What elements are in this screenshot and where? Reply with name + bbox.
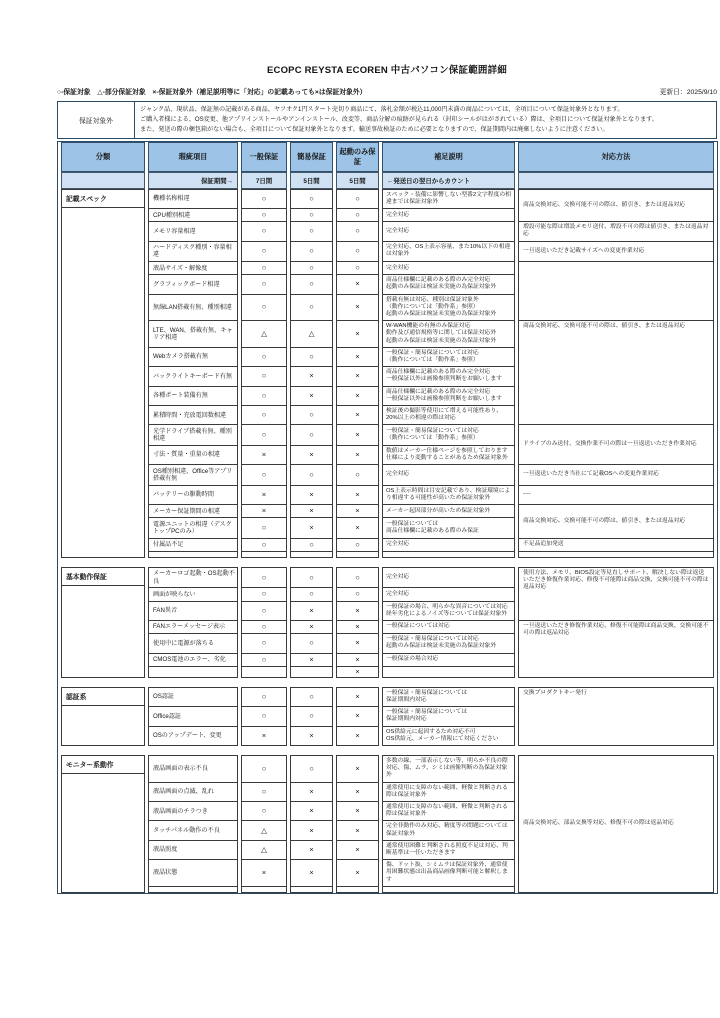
defect-item-cell: FANエラーメッセージ表示 [148,621,238,634]
note-cell: 搭載有無は対応、種別は保証対象外 （動作については「動作系」参照） 起動のみ保証は検証未実施の為保証対象外 [382,295,515,322]
defect-item-cell: CMOS電池のエラー、劣化 [148,654,238,667]
simple-warranty-cell: ○ [290,209,333,222]
note-cell: 商品仕様欄に記載のある際のみ完全対応 一般保証以外は画像参照判断をお願いします [382,367,515,386]
note-cell: メーカー起因部分が高いため保証対象外 [382,505,515,518]
method-cell: 商品交換対応、交換可能不可の際は、値引き、または返品対応 [518,321,714,425]
note-cell [382,667,515,678]
defect-item-cell [148,887,238,893]
defect-item-cell: 光学ドライブ搭載有無、種別相違 [148,425,238,445]
exclusion-line: ご購入者様による、OS変更、他アプリインストールやアンインストール、改変等、商品分解の痕跡が見られる（封印シールがはがされている）際は、全項目について保証対象外となります。 [140,115,658,123]
general-warranty-cell: ○ [241,802,287,821]
note-cell: 一般保証・簡易保証については対応 （動作については「動作系」参照） [382,425,515,445]
note-cell: 通常使用困難と判断される照度不足は対応、判断基準は一任いただきます [382,841,515,860]
boot-warranty-cell: × [336,621,379,634]
subheader-category-cell [61,172,145,189]
note-cell: 完全対応、OS上表示容量、また10%以下の相違は対象外 [382,242,515,262]
table-row [61,321,714,348]
method-cell: 使用方法、メモリ、BIOS設定等見直しサポート、解決しない際は返送いただき修復作業対応、修復不可能際は商品交換、交換可能不可の際は返品対応 [518,567,714,621]
simple-warranty-cell: × [290,602,333,621]
general-warranty-cell: ○ [241,222,287,241]
note-cell: W-WAN機能の有無のみ保証対応 動作及び通信規格等に関しては保証対応外 起動のみ保証は検証未実施の為保証対象外 [382,321,515,348]
simple-warranty-cell: ○ [290,242,333,262]
simple-warranty-cell: ○ [290,406,333,425]
simple-warranty-cell: ○ [290,687,333,707]
general-warranty-cell: ○ [241,465,287,485]
defect-item-cell: バックライトキーボード有無 [148,367,238,386]
simple-warranty-cell: × [290,727,333,746]
simple-warranty-cell: ○ [290,348,333,367]
boot-warranty-cell: ○ [336,242,379,262]
meta-row [57,86,717,96]
updated-date: 更新日：2025/9/10 [659,89,717,96]
column-header-category-cell: 分類 [61,142,145,172]
defect-item-cell: OSのアップデート、変更 [148,727,238,746]
note-cell: 完全対応 [382,465,515,485]
defect-item-cell: Webカメラ搭載有無 [148,348,238,367]
general-warranty-cell: × [241,446,287,465]
simple-warranty-cell: × [290,486,333,505]
defect-item-cell: メーカー保証期間の相違 [148,505,238,518]
boot-warranty-cell: × [336,446,379,465]
simple-warranty-cell: ○ [290,189,333,209]
subheader-defect-item-cell: 保証期間→ [148,172,238,189]
simple-warranty-cell: ○ [290,707,333,726]
column-header-method-cell: 対応方法 [518,142,714,172]
general-warranty-cell: ○ [241,425,287,445]
note-cell: スペック・装備に影響しない型番2文字程度の相違までは保証対象外 [382,189,515,209]
note-cell: 一般保証の場合、明らかな異音については対応 経年劣化によるノイズ等については保証対象外 [382,602,515,621]
simple-warranty-cell: ○ [290,262,333,275]
category-label: 記載スペック [62,190,144,208]
boot-warranty-cell: × [336,505,379,518]
method-cell [518,262,714,321]
simple-warranty-cell: ○ [290,588,333,601]
subheader-note-cell: ←発送日の翌日からカウント [382,172,515,189]
simple-warranty-cell: × [290,783,333,802]
general-warranty-cell: ○ [241,209,287,222]
note-cell: 完全対応 [382,222,515,241]
boot-warranty-cell: × [336,841,379,860]
category-cell [61,189,145,558]
boot-warranty-cell: ○ [336,539,379,552]
method-cell: 商品交換対応、交換可能不可の際は、値引き、または返品対応 [518,505,714,539]
note-cell: 一般保証・簡易保証については 保証期間内対応 [382,707,515,726]
simple-warranty-cell: × [290,518,333,538]
defect-item-cell: 液晶画面の点滅、乱れ [148,783,238,802]
note-cell: 完全対応 [382,262,515,275]
note-cell: 完全非動作のみ対応、精度等の問題については保証対象外 [382,821,515,840]
defect-item-cell: 機種名称相違 [148,189,238,209]
simple-warranty-cell: ○ [290,539,333,552]
general-warranty-cell: ○ [241,783,287,802]
simple-warranty-cell: ○ [290,567,333,588]
note-cell: 一般保証については対応 [382,621,515,634]
boot-warranty-cell: ○ [336,588,379,601]
defect-item-cell: メーカーロゴ起動・OS起動不良 [148,567,238,588]
subheader-row [61,172,714,189]
note-cell: 一般保証については 商品仕様欄に記載のある際のみ保証 [382,518,515,538]
general-warranty-cell: △ [241,821,287,840]
general-warranty-cell: ○ [241,539,287,552]
general-warranty-cell: ○ [241,189,287,209]
general-warranty-cell: ○ [241,518,287,538]
method-cell: 増設可能な際は増設メモリ送付、増設不可の際は値引き、または返品対応 [518,222,714,241]
column-header-general-warranty-cell: 一般保証 [241,142,287,172]
defect-item-cell: 付属品不足 [148,539,238,552]
boot-warranty-cell: × [336,755,379,783]
simple-warranty-cell: ○ [290,465,333,485]
defect-item-cell [148,667,238,678]
table-row [61,755,714,783]
general-warranty-cell: ○ [241,262,287,275]
exclusion-box [57,101,717,139]
general-warranty-cell: ○ [241,387,287,406]
boot-warranty-cell: × [336,518,379,538]
table-row [61,465,714,485]
general-warranty-cell: ○ [241,275,287,294]
defect-item-cell: 無線LAN搭載有無、種別相違 [148,295,238,322]
method-cell: 交換プロダクトキー発行 [518,687,714,746]
defect-item-cell: 液晶画面の表示不良 [148,755,238,783]
boot-warranty-cell: × [336,821,379,840]
defect-item-cell: 液晶状態 [148,860,238,887]
note-cell: 検証後の撮影等使用にて増える可能性あり、20%以上の相違の際は対応 [382,406,515,425]
defect-item-cell: 液晶照度 [148,841,238,860]
simple-warranty-cell: ○ [290,222,333,241]
simple-warranty-cell: ○ [290,425,333,445]
simple-warranty-cell: × [290,446,333,465]
general-warranty-cell: ○ [241,707,287,726]
simple-warranty-cell: × [290,860,333,887]
note-cell: 通常使用に支障のない範囲、軽微と判断される際は保証対象外 [382,802,515,821]
note-cell [382,887,515,893]
general-warranty-cell: × [241,505,287,518]
note-cell: 傷、ドット抜、シミムラは保証対象外、通常使用困難状態は出品商品画像判断可能と解釈します [382,860,515,887]
table-row [61,539,714,552]
simple-warranty-cell [290,667,333,678]
column-header-defect-item-cell: 瑕疵項目 [148,142,238,172]
exclusion-line: また、発送の際の梱包箱がない場合も、全項目について保証対象外となります。輸送事故検証のために必要となりますので、保証期間内は廃棄しないように注意ください。 [140,125,609,133]
note-cell: 商品仕様欄に記載のある際のみ完全対応 一般保証以外は画像参照判断をお願いします [382,387,515,406]
general-warranty-cell: ○ [241,295,287,322]
general-warranty-cell: ○ [241,406,287,425]
category-group [61,567,714,678]
method-cell: ドライブのみ送付、交換作業不可の際は一旦返送いただき作業対応 [518,425,714,465]
boot-warranty-cell: × [336,667,379,678]
boot-warranty-cell: × [336,707,379,726]
boot-warranty-cell: × [336,406,379,425]
general-warranty-cell: × [241,860,287,887]
boot-warranty-cell: × [336,295,379,322]
category-group [61,755,714,893]
general-warranty-cell: ○ [241,602,287,621]
general-warranty-cell [241,887,287,893]
table-row [61,621,714,634]
note-cell: 完全対応 [382,567,515,588]
simple-warranty-cell: △ [290,321,333,348]
page-title: ECOPC REYSTA ECOREN 中古パソコン保証範囲詳細 [266,65,508,76]
subheader-general-warranty-cell: 7日間 [241,172,287,189]
note-cell: 一般保証・簡易保証については対応 起動のみ保証は検証未実施の為保証対象外 [382,634,515,653]
boot-warranty-cell: × [336,387,379,406]
simple-warranty-cell: × [290,802,333,821]
category-group [61,189,714,558]
table-row [61,567,714,588]
note-cell: 完全対応 [382,539,515,552]
boot-warranty-cell: × [336,348,379,367]
method-cell: ---- [518,486,714,505]
defect-item-cell: バッテリーの駆動時間 [148,486,238,505]
boot-warranty-cell: × [336,425,379,445]
boot-warranty-cell: × [336,486,379,505]
method-cell: 一旦返送いただき記載サイズへの変更作業対応 [518,242,714,262]
column-header-boot-warranty-cell: 起動のみ保証 [336,142,379,172]
spacer-row [61,746,714,755]
defect-item-cell: タッチパネル動作の不良 [148,821,238,840]
method-cell: 商品交換対応、交換可能不可の際は、値引き、または返品対応 [518,189,714,223]
category-label: 基本動作保証 [62,568,144,586]
table-row [61,687,714,707]
boot-warranty-cell: × [336,860,379,887]
defect-item-cell: OS認証 [148,687,238,707]
simple-warranty-cell: × [290,387,333,406]
note-cell: OS供給元に起因するため対応不可 OS供給元、メーカー情報にて対応ください [382,727,515,746]
note-cell: 多数の線、一部表示しない等、明らか不良の際対応、傷、ムラ、シミは画像判断の為保証対象外 [382,755,515,783]
defect-item-cell: 各種ポート装備有無 [148,387,238,406]
table-row [61,425,714,445]
boot-warranty-cell: × [336,727,379,746]
boot-warranty-cell: ○ [336,209,379,222]
method-cell: 一旦返送いただき当社にて記載OSへの変更作業対応 [518,465,714,485]
general-warranty-cell: ○ [241,348,287,367]
table-row [61,486,714,505]
document-content [57,62,717,894]
simple-warranty-cell: × [290,367,333,386]
general-warranty-cell: × [241,486,287,505]
boot-warranty-cell: × [336,367,379,386]
general-warranty-cell: ○ [241,621,287,634]
boot-warranty-cell: × [336,687,379,707]
category-label: モニター系動作 [62,756,144,774]
general-warranty-cell: ○ [241,755,287,783]
defect-item-cell: CPU種別相違 [148,209,238,222]
boot-warranty-cell: × [336,275,379,294]
subheader-method-cell [518,172,714,189]
general-warranty-cell: × [241,727,287,746]
defect-item-cell: ハードディスク種別・容量相違 [148,242,238,262]
defect-item-cell: 電源ユニットの相違（デスクトップPCのみ） [148,518,238,538]
boot-warranty-cell: × [336,321,379,348]
general-warranty-cell: △ [241,841,287,860]
exclusion-line: ジャンク品、現状品、保証無の記載がある商品、ヤフオク1円スタート売切り商品にて、落札金額が税込11,000円未満の商品については、全項目について保証対象外となります。 [140,105,624,113]
category-group [61,687,714,746]
method-cell: 商品交換対応、部品交換等対応、修復不可の際は返品対応 [518,755,714,893]
simple-warranty-cell: × [290,505,333,518]
category-cell [61,687,145,746]
note-cell: 一般保証・簡易保証については 保証期間内対応 [382,687,515,707]
general-warranty-cell: ○ [241,567,287,588]
note-cell: 完全対応 [382,209,515,222]
note-cell: 通常使用に支障のない範囲、軽微と判断される際は保証対象外 [382,783,515,802]
defect-item-cell: グラフィックボード相違 [148,275,238,294]
boot-warranty-cell: ○ [336,189,379,209]
note-cell: 完全対応 [382,588,515,601]
simple-warranty-cell [290,887,333,893]
category-cell [61,567,145,678]
header-row [61,142,714,172]
boot-warranty-cell: × [336,634,379,653]
exclusion-label: 保証対象外 [58,102,135,138]
defect-item-cell: LTE、WAN、搭載有無、キャリア相違 [148,321,238,348]
boot-warranty-cell: × [336,602,379,621]
general-warranty-cell: ○ [241,367,287,386]
boot-warranty-cell: ○ [336,262,379,275]
exclusion-text [135,102,716,138]
symbol-legend: ○-保証対象 △-部分保証対象 ×-保証対象外（補足説明等に「対応」の記載あっても×は保証対象外） [57,89,367,96]
general-warranty-cell: ○ [241,242,287,262]
category-cell [61,755,145,893]
simple-warranty-cell: ○ [290,295,333,322]
general-warranty-cell: △ [241,321,287,348]
simple-warranty-cell: × [290,621,333,634]
note-cell: 商品仕様欄に記載のある際のみ完全対応 起動のみ保証は検証未実施の為保証対象外 [382,275,515,294]
defect-item-cell: OS種別相違、Office等アプリ搭載有無 [148,465,238,485]
method-cell: 一旦返送いただき修復作業対応、修復不可能際は商品交換、交換可能不可の際は返品対応 [518,621,714,678]
table-row [61,505,714,518]
spacer-row [61,678,714,687]
subheader-boot-warranty-cell: 5日間 [336,172,379,189]
defect-item-cell: 寸法・質量・重量の相違 [148,446,238,465]
subheader-simple-warranty-cell: 5日間 [290,172,333,189]
simple-warranty-cell: ○ [290,634,333,653]
simple-warranty-cell: × [290,654,333,667]
method-cell: 不足品追加発送 [518,539,714,552]
spacer-row [61,558,714,567]
general-warranty-cell: ○ [241,634,287,653]
general-warranty-cell: ○ [241,654,287,667]
general-warranty-cell [241,667,287,678]
defect-item-cell: FAN異音 [148,602,238,621]
note-cell: 数値はメーカー仕様ページを参照しております 仕様により変動することがあるため保証対象外 [382,446,515,465]
column-header-simple-warranty-cell: 簡易保証 [290,142,333,172]
simple-warranty-cell: ○ [290,755,333,783]
table-row [61,222,714,241]
column-header-note-cell: 補足説明 [382,142,515,172]
boot-warranty-cell: ○ [336,222,379,241]
boot-warranty-cell: × [336,783,379,802]
defect-item-cell: 液晶画面のチラつき [148,802,238,821]
general-warranty-cell: ○ [241,588,287,601]
category-label: 認証系 [62,688,144,706]
defect-item-cell: メモリ容量相違 [148,222,238,241]
note-cell: 一般保証の場合対応 [382,654,515,667]
simple-warranty-cell: ○ [290,275,333,294]
defect-item-cell: 使用中に電源が落ちる [148,634,238,653]
boot-warranty-cell: ○ [336,465,379,485]
boot-warranty-cell: ○ [336,567,379,588]
table-row [61,262,714,275]
general-warranty-cell: ○ [241,687,287,707]
defect-item-cell: 累積時間・充放電回数相違 [148,406,238,425]
table-row [61,242,714,262]
defect-item-cell: 画面が映らない [148,588,238,601]
note-cell: OS上表示時間は目安記載であり、検証環境により相違する可能性が高いため保証対象外 [382,486,515,505]
warranty-table [57,141,718,894]
defect-item-cell: Office認証 [148,707,238,726]
boot-warranty-cell: × [336,802,379,821]
defect-item-cell: 液晶サイズ・解像度 [148,262,238,275]
simple-warranty-cell: × [290,841,333,860]
simple-warranty-cell: × [290,821,333,840]
boot-warranty-cell [336,887,379,893]
boot-warranty-cell: × [336,654,379,667]
table-header [61,142,714,189]
note-cell: 一般保証・簡易保証については対応 （動作については「動作系」参照） [382,348,515,367]
table-row [61,189,714,209]
